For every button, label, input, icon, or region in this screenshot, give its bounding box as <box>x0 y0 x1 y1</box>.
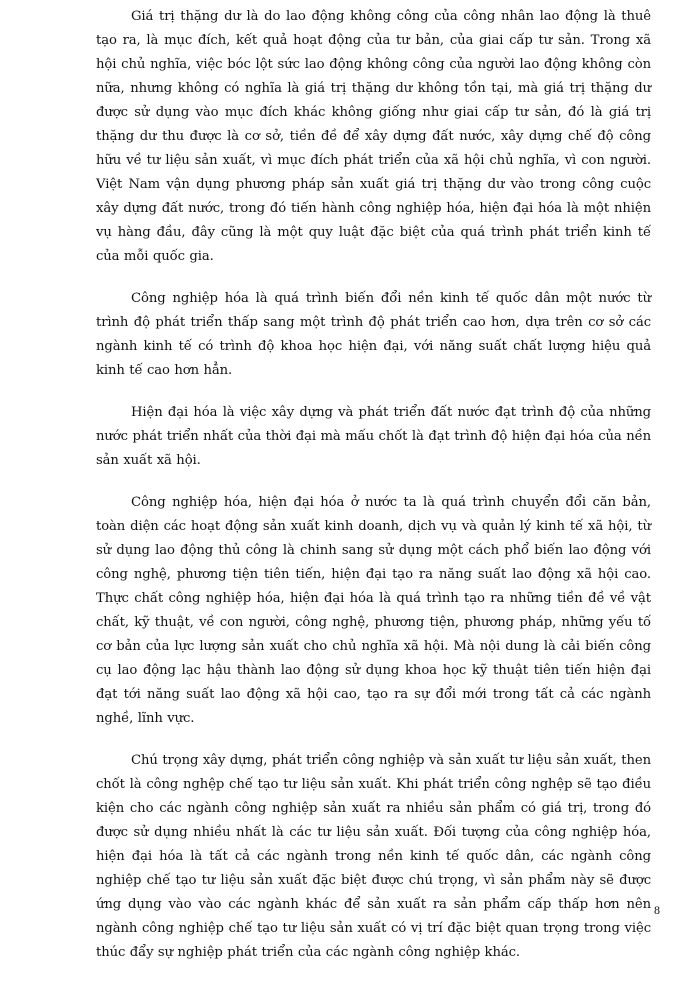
paragraph-modernization-definition: Hiện đại hóa là việc xây dựng và phát triển đất nước đạt trình độ của những nước phát triển nhất của thời đại mà mấu chốt là đạt trình độ hiện đại hóa của nền sản xuất xã hội. <box>96 405 651 468</box>
paragraph-industrialization-in-vietnam: Công nghiệp hóa, hiện đại hóa ở nước ta là quá trình chuyển đổi căn bản, toàn diện các hoạt động sản xuất kinh doanh, dịch vụ và quản lý kinh tế xã hội, từ sử dụng lao động thủ công là chinh sang sử dụng một cách phổ biến lao động với công nghệ, phương tiện tiên tiến, hiện đại tạo ra năng suất lao động xã hội cao. Thực chất công nghiệp hóa, hiện đại hóa là quá trình tạo ra những tiền đề về vật chất, kỹ thuật, về con người, công nghệ, phương tiện, phương pháp, những yếu tố cơ bản của lực lượng sản xuất cho chủ nghĩa xã hội. Mà nội dung là cải biến công cụ lao động lạc hậu thành lao động sử dụng khoa học kỹ thuật tiên tiến hiện đại đạt tới năng suất lao động xã hội cao, tạo ra sự đổi mới trong tất cả các ngành nghề, lĩnh vực. <box>96 495 651 726</box>
paragraph-industrialization-definition: Công nghiệp hóa là quá trình biến đổi nền kinh tế quốc dân một nước từ trình độ phát triển thấp sang một trình độ phát triển cao hơn, dựa trên cơ sở các ngành kinh tế có trình độ khoa học hiện đại, với năng suất chất lượng hiệu quả kinh tế cao hơn hẳn. <box>96 291 651 378</box>
page-number: 8 <box>654 903 660 917</box>
paragraph-means-of-production: Chú trọng xây dựng, phát triển công nghiệp và sản xuất tư liệu sản xuất, then chốt là công nghệp chế tạo tư liệu sản xuất. Khi phát triển công nghệp sẽ tạo điều kiện cho các ngành công nghiệp sản xuất ra nhiều sản phẩm có giá trị, trong đó được sử dụng nhiều nhất là các tư liệu sản xuất. Đối tượng của công nghiệp hóa, hiện đại hóa là tất cả các ngành trong nền kinh tế quốc dân, các ngành công nghiệp chế tạo tư liệu sản xuất đặc biệt được chú trọng, vì sản phẩm này sẽ được ứng dụng vào vào các ngành khác để sản xuất ra sản phẩm cấp thấp hơn nên ngành công nghiệp chế tạo tư liệu sản xuất có vị trí đặc biệt quan trọng trong việc thúc đẩy sự nghiệp phát triển của các ngành công nghiệp khác. <box>96 753 651 960</box>
document-body <box>96 5 651 983</box>
paragraph-surplus-value: Giá trị thặng dư là do lao động không công của công nhân lao động là thuê tạo ra, là mục đích, kết quả hoạt động của tư bản, của giai cấp tư sản. Trong xã hội chủ nghĩa, việc bóc lột sức lao động không công của người lao động không còn nữa, nhưng không có nghĩa là giá trị thặng dư không tồn tại, mà giá trị thặng dư được sử dụng vào mục đích khác không giống như giai cấp tư sản, đó là giá trị thặng dư thu được là cơ sở, tiền đề để xây dựng đất nước, xây dựng chế độ công hữu về tư liệu sản xuất, vì mục đích phát triển của xã hội chủ nghĩa, vì con người. Việt Nam vận dụng phương pháp sản xuất giá trị thặng dư vào trong công cuộc xây dựng đất nước, trong đó tiến hành công nghiệp hóa, hiện đại hóa là một nhiện vụ hàng đầu, đây cũng là một quy luật đặc biệt của quá trình phát triển kinh tế của mỗi quốc gia. <box>96 9 651 264</box>
